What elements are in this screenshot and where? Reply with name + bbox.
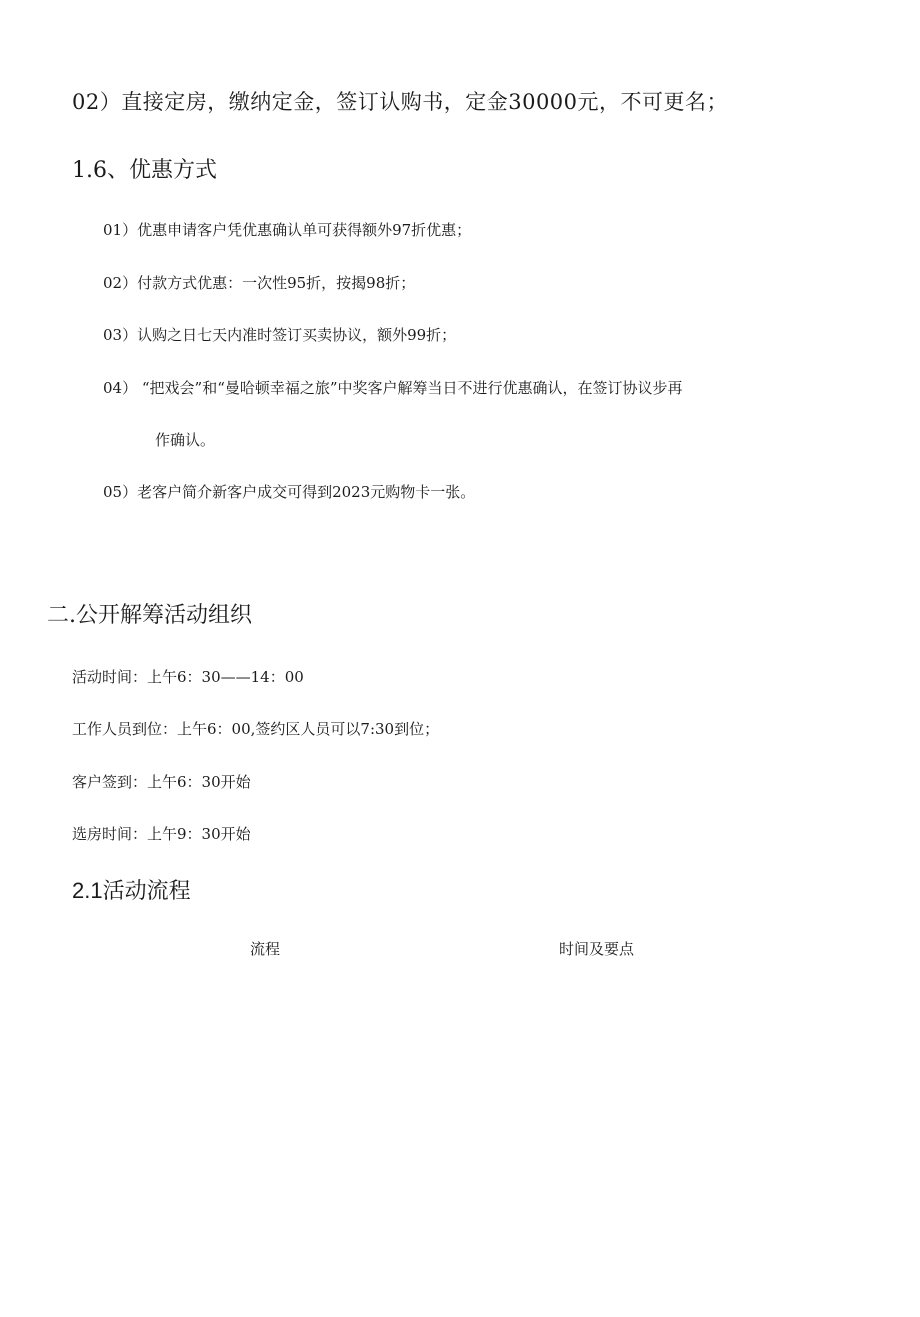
discount-item-03: 03）认购之日七天内准时签订买卖协议，额外99折； [103,326,457,344]
discount-item-05: 05）老客户简介新客户成交可得到2023元购物卡一张。 [103,483,476,501]
discount-item-04: 04） “把戏会”和“曼哈顿幸福之旅”中奖客户解筹当日不进行优惠确认，在签订协议步再 [103,379,683,397]
customer-signin-line: 客户签到：上午6：30开始 [72,773,251,791]
table-header-time-points: 时间及要点 [559,940,635,958]
event-time-line: 活动时间：上午6：30——14：00 [72,668,304,686]
discount-item-04-continuation: 作确认。 [155,431,216,449]
staff-arrival-line: 工作人员到位：上午6：00,签约区人员可以7:30到位； [72,720,440,738]
section-heading-discounts: 1.6、优惠方式 [72,158,217,183]
discount-item-01: 01）优惠申请客户凭优惠确认单可获得额外97折优惠； [103,221,472,239]
deposit-line: 02）直接定房，缴纳定金，签订认购书，定金30000元，不可更名； [72,90,729,114]
section-heading-event-flow: 2.1活动流程 [72,878,191,903]
discount-item-02: 02）付款方式优惠：一次性95折，按揭98折； [103,274,416,292]
table-header-flow: 流程 [250,940,281,958]
section-heading-event-organization: 二.公开解筹活动组织 [47,603,252,628]
room-selection-line: 选房时间：上午9：30开始 [72,825,251,843]
